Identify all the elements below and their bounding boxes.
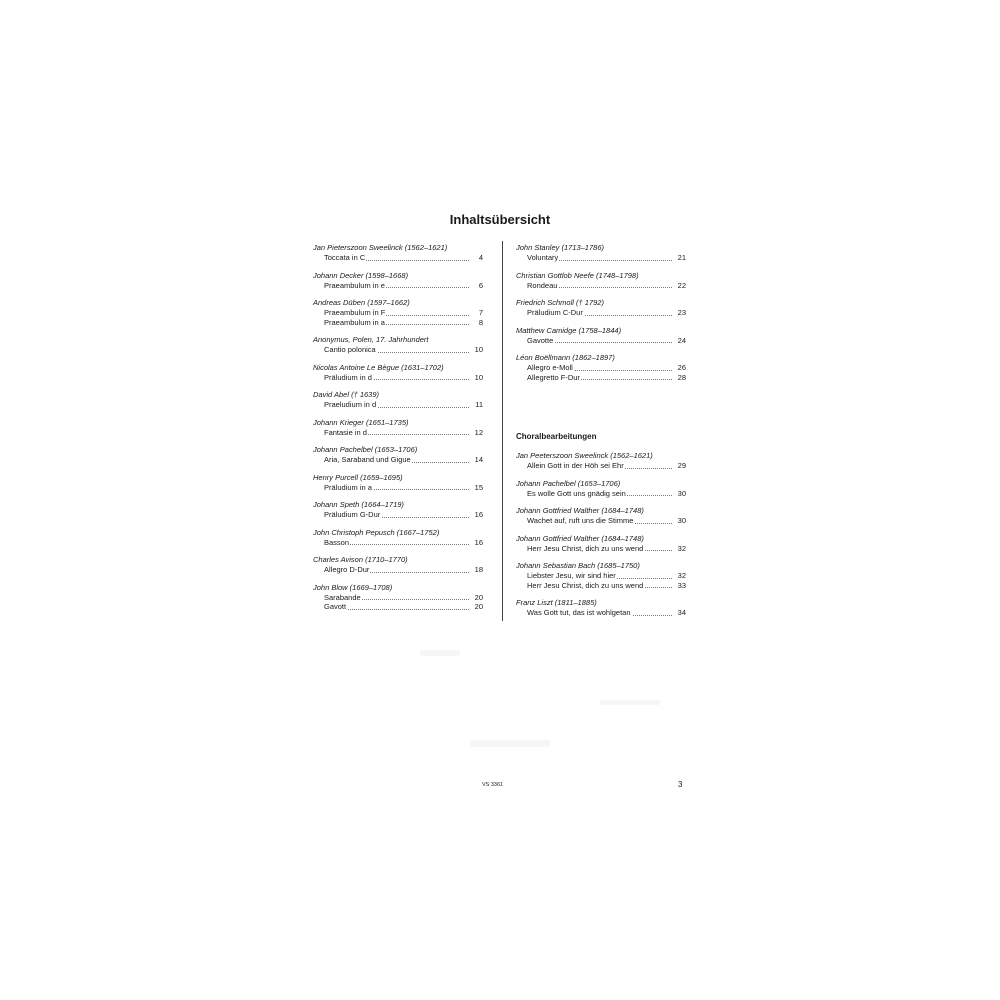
piece-page-number: 10: [474, 345, 483, 354]
piece-page-number: 30: [677, 488, 686, 498]
composer-name: Charles Avison (1710–1770): [313, 555, 408, 564]
piece-title: Rondeau: [527, 280, 558, 290]
piece-title: Allegretto F-Dur: [527, 372, 580, 382]
piece-title: Liebster Jesu, wir sind hier: [527, 571, 616, 580]
piece-page-number: 14: [474, 455, 483, 464]
piece-page-number: 8: [478, 317, 483, 327]
bleed-through-mark: [470, 740, 550, 747]
piece-row[interactable]: [527, 571, 686, 581]
toc-entry: [516, 479, 686, 499]
left-column: [313, 243, 483, 620]
composer-name: Johann Pachelbel (1653–1706): [516, 478, 621, 488]
bleed-through-mark: [600, 700, 660, 705]
composer-name: Henry Purcell (1659–1695): [313, 472, 403, 482]
piece-row[interactable]: [527, 489, 686, 499]
piece-title: Gavott: [324, 602, 347, 611]
toc-entry: [516, 271, 686, 291]
composer-name: Johann Gottfried Walther (1684–1748): [516, 506, 644, 515]
piece-row[interactable]: [527, 581, 686, 591]
piece-title: Präludium in d: [324, 372, 372, 382]
toc-entry: [313, 390, 483, 410]
toc-entry: [313, 473, 483, 493]
piece-row[interactable]: [527, 373, 686, 383]
piece-row[interactable]: [324, 318, 483, 328]
piece-page-number: 34: [677, 608, 686, 617]
composer-name: Johann Krieger (1651–1735): [313, 417, 409, 427]
piece-page-number: 20: [474, 602, 483, 611]
piece-title: Herr Jesu Christ, dich zu uns wend: [527, 543, 644, 553]
piece-title: Allein Gott in der Höh sei Ehr: [527, 461, 624, 470]
piece-page-number: 4: [478, 253, 483, 262]
composer-name: Christian Gottlob Neefe (1748–1798): [516, 270, 639, 280]
piece-title: Herr Jesu Christ, dich zu uns wend: [527, 580, 644, 590]
composer-name: Andreas Düben (1597–1662): [313, 298, 410, 307]
piece-title: Aria, Saraband und Gigue: [324, 455, 411, 464]
toc-entry: [516, 243, 686, 263]
piece-row[interactable]: [527, 544, 686, 554]
toc-entry: [516, 561, 686, 590]
piece-page-number: 22: [677, 280, 686, 290]
toc-entry: [313, 500, 483, 520]
piece-title: Praeambulum in e: [324, 280, 385, 290]
piece-page-number: 15: [474, 482, 483, 492]
piece-row[interactable]: [527, 363, 686, 373]
piece-page-number: 7: [478, 308, 483, 317]
piece-page-number: 16: [474, 537, 483, 547]
toc-entry: [516, 326, 686, 346]
piece-row[interactable]: [324, 253, 483, 263]
piece-row[interactable]: [527, 516, 686, 526]
piece-row[interactable]: [527, 336, 686, 346]
piece-title: Wachet auf, ruft uns die Stimme: [527, 516, 634, 525]
piece-title: Praeambulum in F: [324, 308, 386, 317]
composer-name: John Stanley (1713–1786): [516, 243, 604, 252]
piece-row[interactable]: [324, 455, 483, 465]
piece-title: Allegro e-Moll: [527, 363, 573, 372]
composer-name: Johann Decker (1598–1668): [313, 270, 409, 280]
piece-title: Cantio polonica: [324, 345, 376, 354]
piece-title: Basson: [324, 537, 350, 547]
piece-row[interactable]: [324, 308, 483, 318]
bleed-through-mark: [420, 650, 460, 656]
piece-title: Präludium C-Dur: [527, 308, 583, 317]
toc-entry: [516, 506, 686, 526]
toc-entry: [313, 445, 483, 465]
composer-name: Franz Liszt (1811–1885): [516, 598, 597, 607]
toc-entry: [516, 451, 686, 471]
piece-row[interactable]: [527, 281, 686, 291]
piece-row[interactable]: [324, 281, 483, 291]
piece-page-number: 20: [474, 592, 483, 602]
toc-entry: [516, 353, 686, 382]
page-title: Inhaltsübersicht: [449, 212, 551, 227]
toc-entry: [516, 598, 686, 618]
toc-entry: [516, 534, 686, 554]
toc-entry: [313, 335, 483, 355]
piece-page-number: 23: [677, 308, 686, 317]
composer-name: David Abel († 1639): [313, 390, 380, 399]
piece-page-number: 16: [474, 510, 483, 519]
piece-row[interactable]: [324, 602, 483, 612]
piece-page-number: 6: [478, 280, 483, 290]
composer-name: Matthew Camidge (1758–1844): [516, 325, 622, 335]
piece-row[interactable]: [527, 253, 686, 263]
toc-entry: [516, 298, 686, 318]
piece-page-number: 33: [677, 580, 686, 590]
composer-name: Johann Speth (1664–1719): [313, 500, 404, 509]
piece-page-number: 32: [677, 571, 686, 580]
piece-title: Fantasie in d: [324, 427, 367, 437]
piece-page-number: 24: [677, 335, 686, 345]
piece-row[interactable]: [527, 461, 686, 471]
composer-name: Johann Sebastian Bach (1685–1750): [516, 561, 640, 570]
piece-page-number: 32: [677, 543, 686, 553]
composer-name: John Christoph Pepusch (1667–1752): [313, 527, 440, 537]
piece-page-number: 18: [474, 565, 483, 574]
piece-title: Sarabande: [324, 592, 361, 602]
piece-title: Präludium G-Dur: [324, 510, 381, 519]
composer-name: John Blow (1669–1708): [313, 582, 393, 592]
piece-page-number: 10: [474, 372, 483, 382]
piece-title: Gavotte: [527, 335, 554, 345]
page-number: 3: [678, 780, 683, 789]
piece-row[interactable]: [324, 510, 483, 520]
piece-page-number: 11: [475, 400, 483, 409]
choral-column: [516, 451, 686, 626]
piece-page-number: 21: [677, 253, 686, 262]
composer-name: Jan Pieterszoon Sweelinck (1562–1621): [313, 243, 448, 252]
piece-title: Was Gott tut, das ist wohlgetan: [527, 608, 631, 617]
toc-entry: [313, 583, 483, 612]
toc-entry: [313, 363, 483, 383]
toc-entry: [313, 528, 483, 548]
piece-row[interactable]: [527, 308, 686, 318]
piece-title: Allegro D-Dur: [324, 565, 370, 574]
piece-page-number: 12: [474, 427, 483, 437]
composer-name: Friedrich Schmoll († 1792): [516, 298, 604, 307]
composer-name: Nicolas Antoine Le Bègue (1631–1702): [313, 362, 444, 372]
composer-name: Jan Peeterszoon Sweelinck (1562–1621): [516, 451, 653, 460]
section-title-choral: Choralbearbeitungen: [516, 432, 597, 441]
composer-name: Johann Pachelbel (1653–1706): [313, 445, 418, 454]
toc-entry: [313, 243, 483, 263]
piece-title: Praeludium in d: [324, 400, 377, 409]
piece-row[interactable]: [324, 565, 483, 575]
right-column: [516, 243, 686, 390]
piece-page-number: 30: [677, 516, 686, 525]
piece-row[interactable]: [324, 400, 483, 410]
toc-entry: [313, 271, 483, 291]
composer-name: Anonymus, Polen, 17. Jahrhundert: [313, 335, 429, 344]
piece-title: Es wolle Gott uns gnädig sein: [527, 488, 626, 498]
piece-row[interactable]: [324, 345, 483, 355]
toc-entry: [313, 555, 483, 575]
piece-row[interactable]: [324, 593, 483, 603]
piece-page-number: 26: [677, 363, 686, 372]
toc-entry: [313, 418, 483, 438]
piece-title: Praeambulum in a: [324, 317, 385, 327]
piece-title: Toccata in C: [324, 253, 366, 262]
catalog-code: VS 3361: [482, 782, 504, 788]
piece-page-number: 29: [677, 461, 686, 470]
piece-row[interactable]: [324, 483, 483, 493]
toc-entry: [313, 298, 483, 327]
column-divider: [502, 241, 503, 621]
piece-title: Voluntary: [527, 253, 559, 262]
piece-title: Präludium in a: [324, 482, 372, 492]
composer-name: Léon Boëllmann (1862–1897): [516, 353, 615, 362]
piece-page-number: 28: [677, 372, 686, 382]
composer-name: Johann Gottfried Walther (1684–1748): [516, 533, 644, 543]
piece-row[interactable]: [324, 538, 483, 548]
piece-row[interactable]: [324, 428, 483, 438]
piece-row[interactable]: [324, 373, 483, 383]
piece-row[interactable]: [527, 608, 686, 618]
